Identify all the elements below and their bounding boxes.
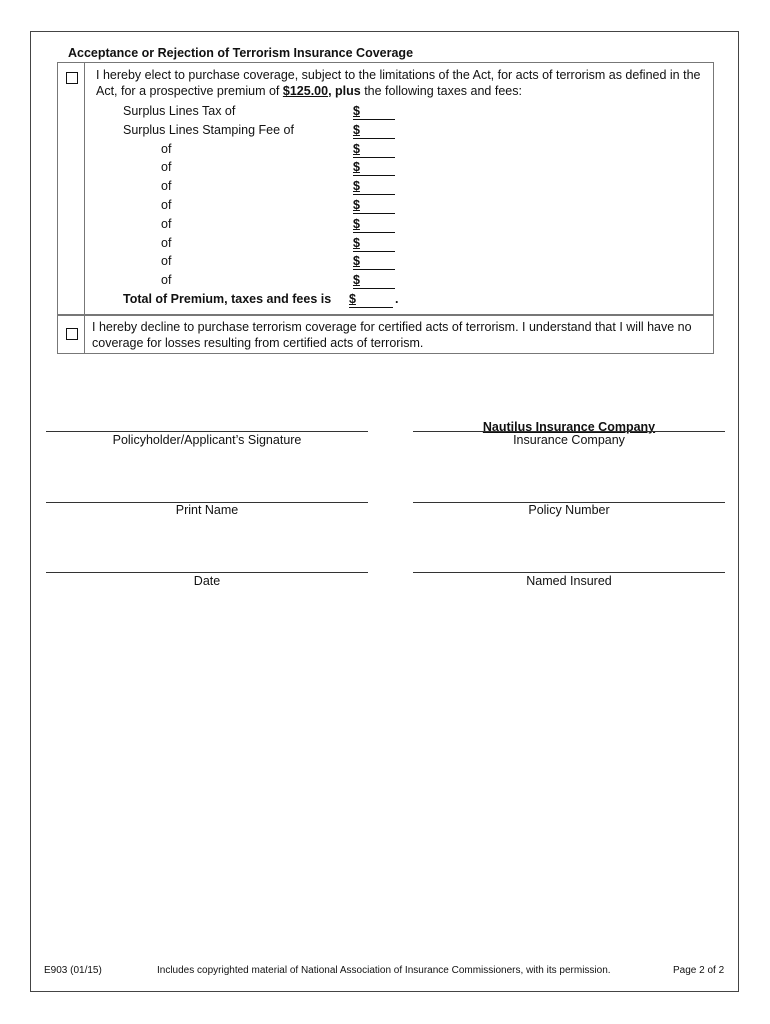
fee-amount-field[interactable]: $ (353, 236, 395, 252)
fee-amount-field[interactable]: $ (353, 198, 395, 214)
fee-amount-field[interactable]: $ (353, 273, 395, 289)
signature-line[interactable] (46, 431, 368, 432)
total-label: Total of Premium, taxes and fees is (123, 292, 332, 306)
page-number: Page 2 of 2 (673, 965, 725, 976)
decline-checkbox[interactable] (66, 328, 78, 340)
fee-label: of (161, 160, 172, 175)
fee-label: of (161, 216, 172, 231)
fee-amount-field[interactable]: $ (353, 217, 395, 233)
total-suffix: . (395, 292, 399, 306)
fee-row (123, 104, 423, 122)
premium-amount: $125.00 (282, 84, 329, 98)
fee-row (123, 179, 423, 197)
fee-amount-field[interactable]: $ (353, 160, 395, 176)
fee-label: of (161, 198, 172, 212)
total-amount-field[interactable]: $ (349, 292, 393, 308)
checkbox-divider (84, 63, 85, 314)
total-row (123, 292, 423, 310)
fee-label: of (161, 235, 172, 250)
form-code: E903 (01/15) (44, 965, 102, 976)
fee-amount-field[interactable]: $ (353, 123, 395, 139)
fee-row (123, 254, 423, 272)
accept-checkbox[interactable] (66, 72, 78, 84)
fee-amount-field[interactable]: $ (353, 104, 395, 120)
fee-label: of (161, 141, 172, 156)
named-insured-label: Named Insured (526, 574, 612, 588)
fee-label: of (161, 179, 172, 194)
date-label: Date (193, 574, 221, 588)
insurance-company-line (413, 431, 725, 432)
plus-word: plus (335, 84, 361, 98)
decline-text: I hereby decline to purchase terrorism coverage for certified acts of terrorism. I understand that I will have no coverage for losses resulting from certified acts of terrorism. (92, 320, 692, 350)
policy-number-label: Policy Number (528, 503, 610, 517)
accept-text: I hereby elect to purchase coverage, subject to the limitations of the Act, for acts of terrorism as defined in the Act, for a prospective premium of $125.00, plus the following taxes and fees: (96, 68, 701, 98)
fee-row (123, 236, 423, 254)
insurance-company-value: Nautilus Insurance Company (482, 420, 656, 434)
fee-label: Surplus Lines Tax of (123, 104, 236, 118)
insurance-company-label: Insurance Company (513, 433, 625, 447)
fee-row (123, 123, 423, 141)
fee-amount-field[interactable]: $ (353, 142, 395, 158)
fee-row (123, 142, 423, 160)
copyright-notice: Includes copyrighted material of National Association of Insurance Commissioners, with its permission. (157, 965, 611, 976)
fee-row (123, 198, 423, 216)
decline-option-box (57, 315, 714, 354)
fee-label: of (161, 254, 172, 269)
date-line[interactable] (46, 572, 368, 573)
named-insured-line[interactable] (413, 572, 725, 573)
fee-label: of (161, 273, 172, 288)
print-name-label: Print Name (175, 503, 239, 517)
fee-amount-field[interactable]: $ (353, 179, 395, 195)
checkbox-divider (84, 316, 85, 353)
section-title: Acceptance or Rejection of Terrorism Insurance Coverage (68, 46, 414, 60)
fee-row (123, 217, 423, 235)
fee-row (123, 160, 423, 178)
policyholder-signature-label: Policyholder/Applicant’s Signature (112, 433, 302, 447)
fee-label: Surplus Lines Stamping Fee of (123, 122, 294, 137)
fee-row (123, 273, 423, 291)
fee-amount-field[interactable]: $ (353, 254, 395, 270)
